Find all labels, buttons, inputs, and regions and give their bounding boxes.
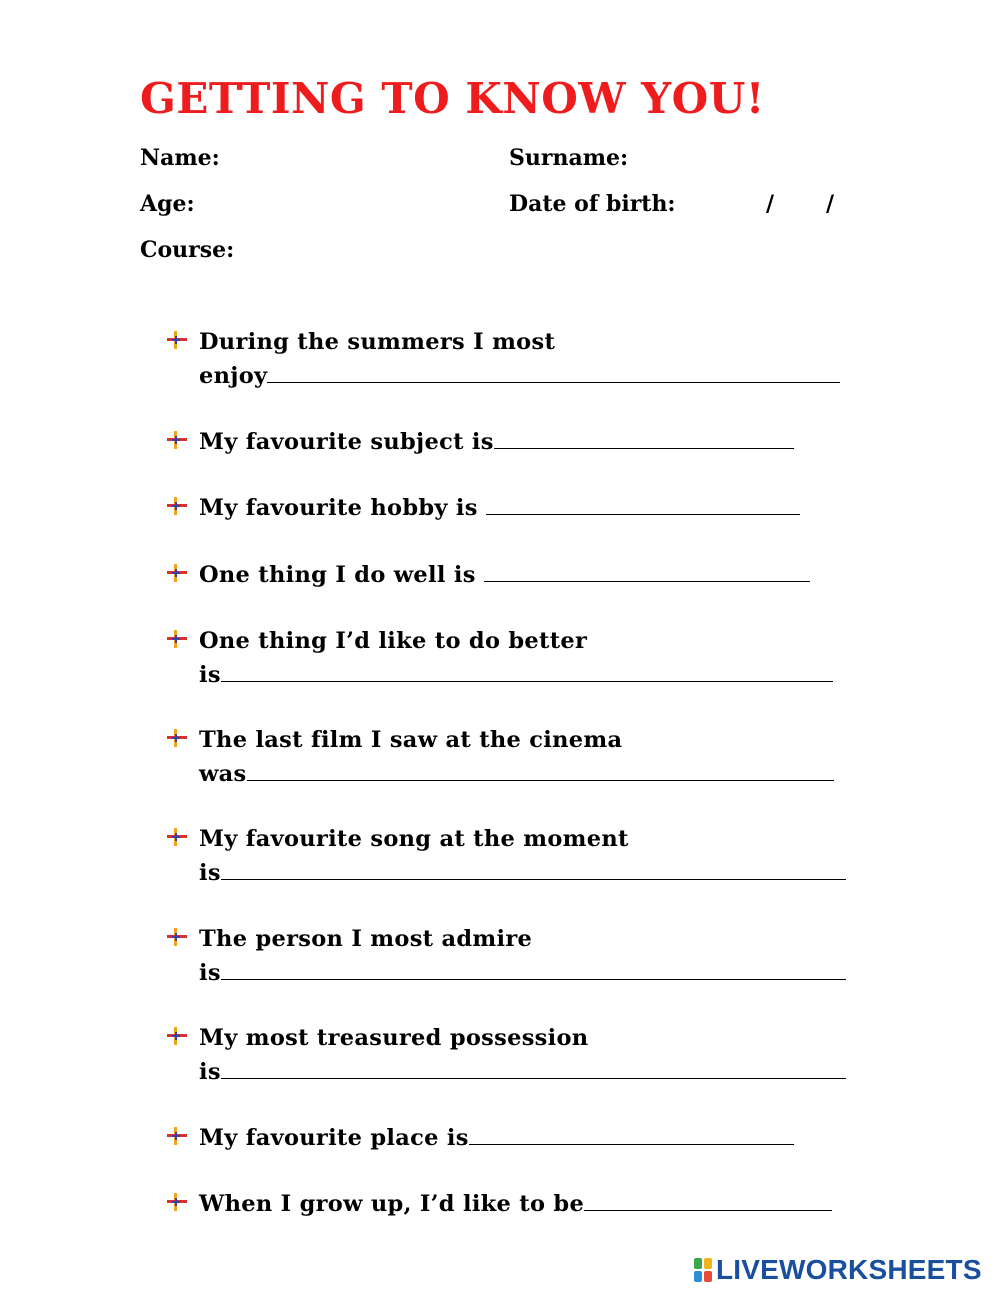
course-label: Course:: [140, 237, 235, 263]
dob-separator-1: /: [766, 191, 775, 217]
cross-star-bullet-icon: [166, 827, 192, 847]
answer-line[interactable]: [221, 659, 833, 682]
date-of-birth-label: Date of birth:: [509, 191, 676, 217]
answer-line[interactable]: [221, 957, 846, 980]
cross-star-bullet-icon: [166, 496, 192, 516]
worksheet-title: GETTING TO KNOW YOU!: [140, 74, 765, 123]
item-text: My most treasured possession: [199, 1025, 589, 1051]
cross-star-bullet-icon: [166, 927, 192, 947]
item-text: My favourite subject is: [199, 429, 494, 455]
cross-star-bullet-icon: [166, 330, 192, 350]
answer-line[interactable]: [486, 492, 800, 515]
cross-star-bullet-icon: [166, 728, 192, 748]
item-text-continuation: was: [199, 761, 247, 787]
answer-line[interactable]: [247, 758, 834, 781]
item-text: My favourite hobby is: [199, 495, 486, 521]
item-text: My favourite song at the moment: [199, 826, 629, 852]
brand-name: LIVEWORKSHEETS: [716, 1254, 982, 1285]
item-text: One thing I’d like to do better: [199, 628, 588, 654]
cross-star-bullet-icon: [166, 1126, 192, 1146]
item-text-continuation: enjoy: [199, 363, 268, 389]
item-text: The person I most admire: [199, 926, 533, 952]
item-text-continuation: is: [199, 960, 221, 986]
item-text-continuation: is: [199, 662, 221, 688]
answer-line[interactable]: [484, 559, 810, 582]
answer-line[interactable]: [221, 1056, 846, 1079]
cross-star-bullet-icon: [166, 563, 192, 583]
surname-label: Surname:: [509, 145, 629, 171]
item-text: My favourite place is: [199, 1125, 469, 1151]
item-text: When I grow up, I’d like to be: [199, 1191, 585, 1217]
item-text: During the summers I most: [199, 329, 556, 355]
item-text: One thing I do well is: [199, 562, 484, 588]
item-text: The last film I saw at the cinema: [199, 727, 623, 753]
answer-line[interactable]: [221, 857, 846, 880]
item-text-continuation: is: [199, 1059, 221, 1085]
answer-line[interactable]: [584, 1188, 832, 1211]
name-label: Name:: [140, 145, 220, 171]
liveworksheets-logo-icon: [693, 1257, 713, 1283]
liveworksheets-logo[interactable]: [693, 1254, 982, 1286]
answer-line[interactable]: [494, 426, 794, 449]
dob-separator-2: /: [826, 191, 835, 217]
answer-line[interactable]: [469, 1122, 794, 1145]
cross-star-bullet-icon: [166, 430, 192, 450]
cross-star-bullet-icon: [166, 1192, 192, 1212]
answer-line[interactable]: [267, 360, 840, 383]
cross-star-bullet-icon: [166, 629, 192, 649]
cross-star-bullet-icon: [166, 1026, 192, 1046]
age-label: Age:: [140, 191, 195, 217]
item-text-continuation: is: [199, 860, 221, 886]
